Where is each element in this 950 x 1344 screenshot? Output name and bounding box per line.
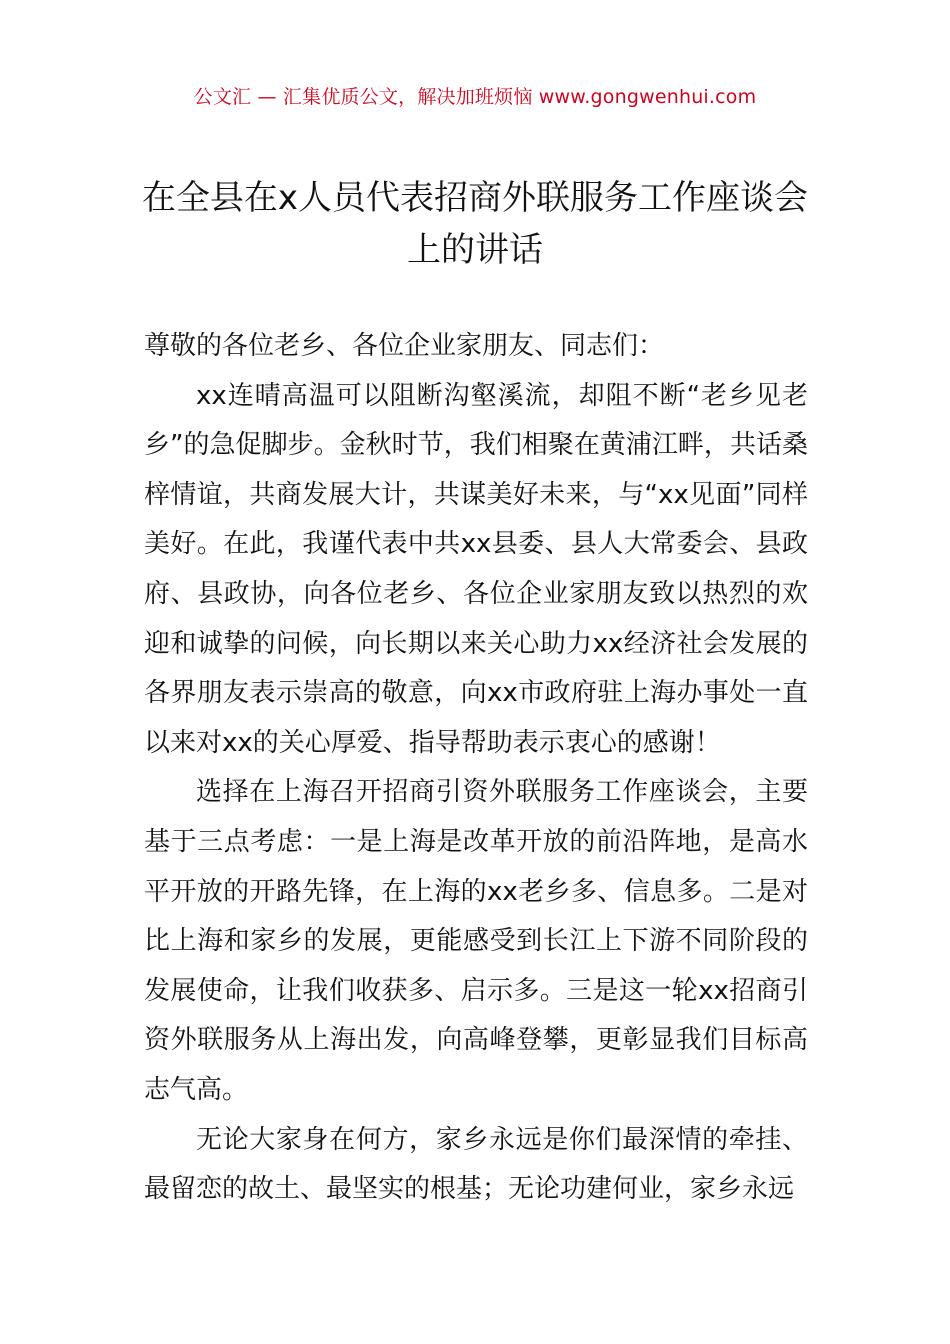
paragraph-1: xx连晴高温可以阻断沟壑溪流，却阻不断“老乡见老乡”的急促脚步。金秋时节，我们相聚在黄浦江畔，共话桑梓情谊，共商发展大计，共谋美好未来，与“xx见面”同样美好。在此，我谨代表中共xx县委、县人大常委会、县政府、县政协，向各位老乡、各位企业家朋友致以热烈的欢迎和诚挚的问候，向长期以来关心助力xx经济社会发展的各界朋友表示崇高的敬意，向xx市政府驻上海办事处一直以来对xx的关心厚爱、指导帮助表示衷心的感谢！ (144, 380, 808, 758)
document-title: 在全县在x人员代表招商外联服务工作座谈会上的讲话 (141, 178, 809, 270)
header-banner: 公文汇 — 汇集优质公文，解决加班烦恼 www.gongwenhui.com (193, 86, 757, 108)
salutation: 尊敬的各位老乡、各位企业家朋友、同志们： (144, 331, 665, 361)
paragraph-3: 无论大家身在何方，家乡永远是你们最深情的牵挂、最留恋的故土、最坚实的根基；无论功建何业，家乡永远 (144, 1124, 808, 1205)
paragraph-2: 选择在上海召开招商引资外联服务工作座谈会，主要基于三点考虑：一是上海是改革开放的前沿阵地，是高水平开放的开路先锋，在上海的xx老乡多、信息多。二是对比上海和家乡的发展，更能感受到长江上下游不同阶段的发展使命，让我们收获多、启示多。三是这一轮xx招商引资外联服务从上海出发，向高峰登攀，更彰显我们目标高志气高。 (144, 777, 808, 1105)
document-body (144, 322, 808, 1215)
